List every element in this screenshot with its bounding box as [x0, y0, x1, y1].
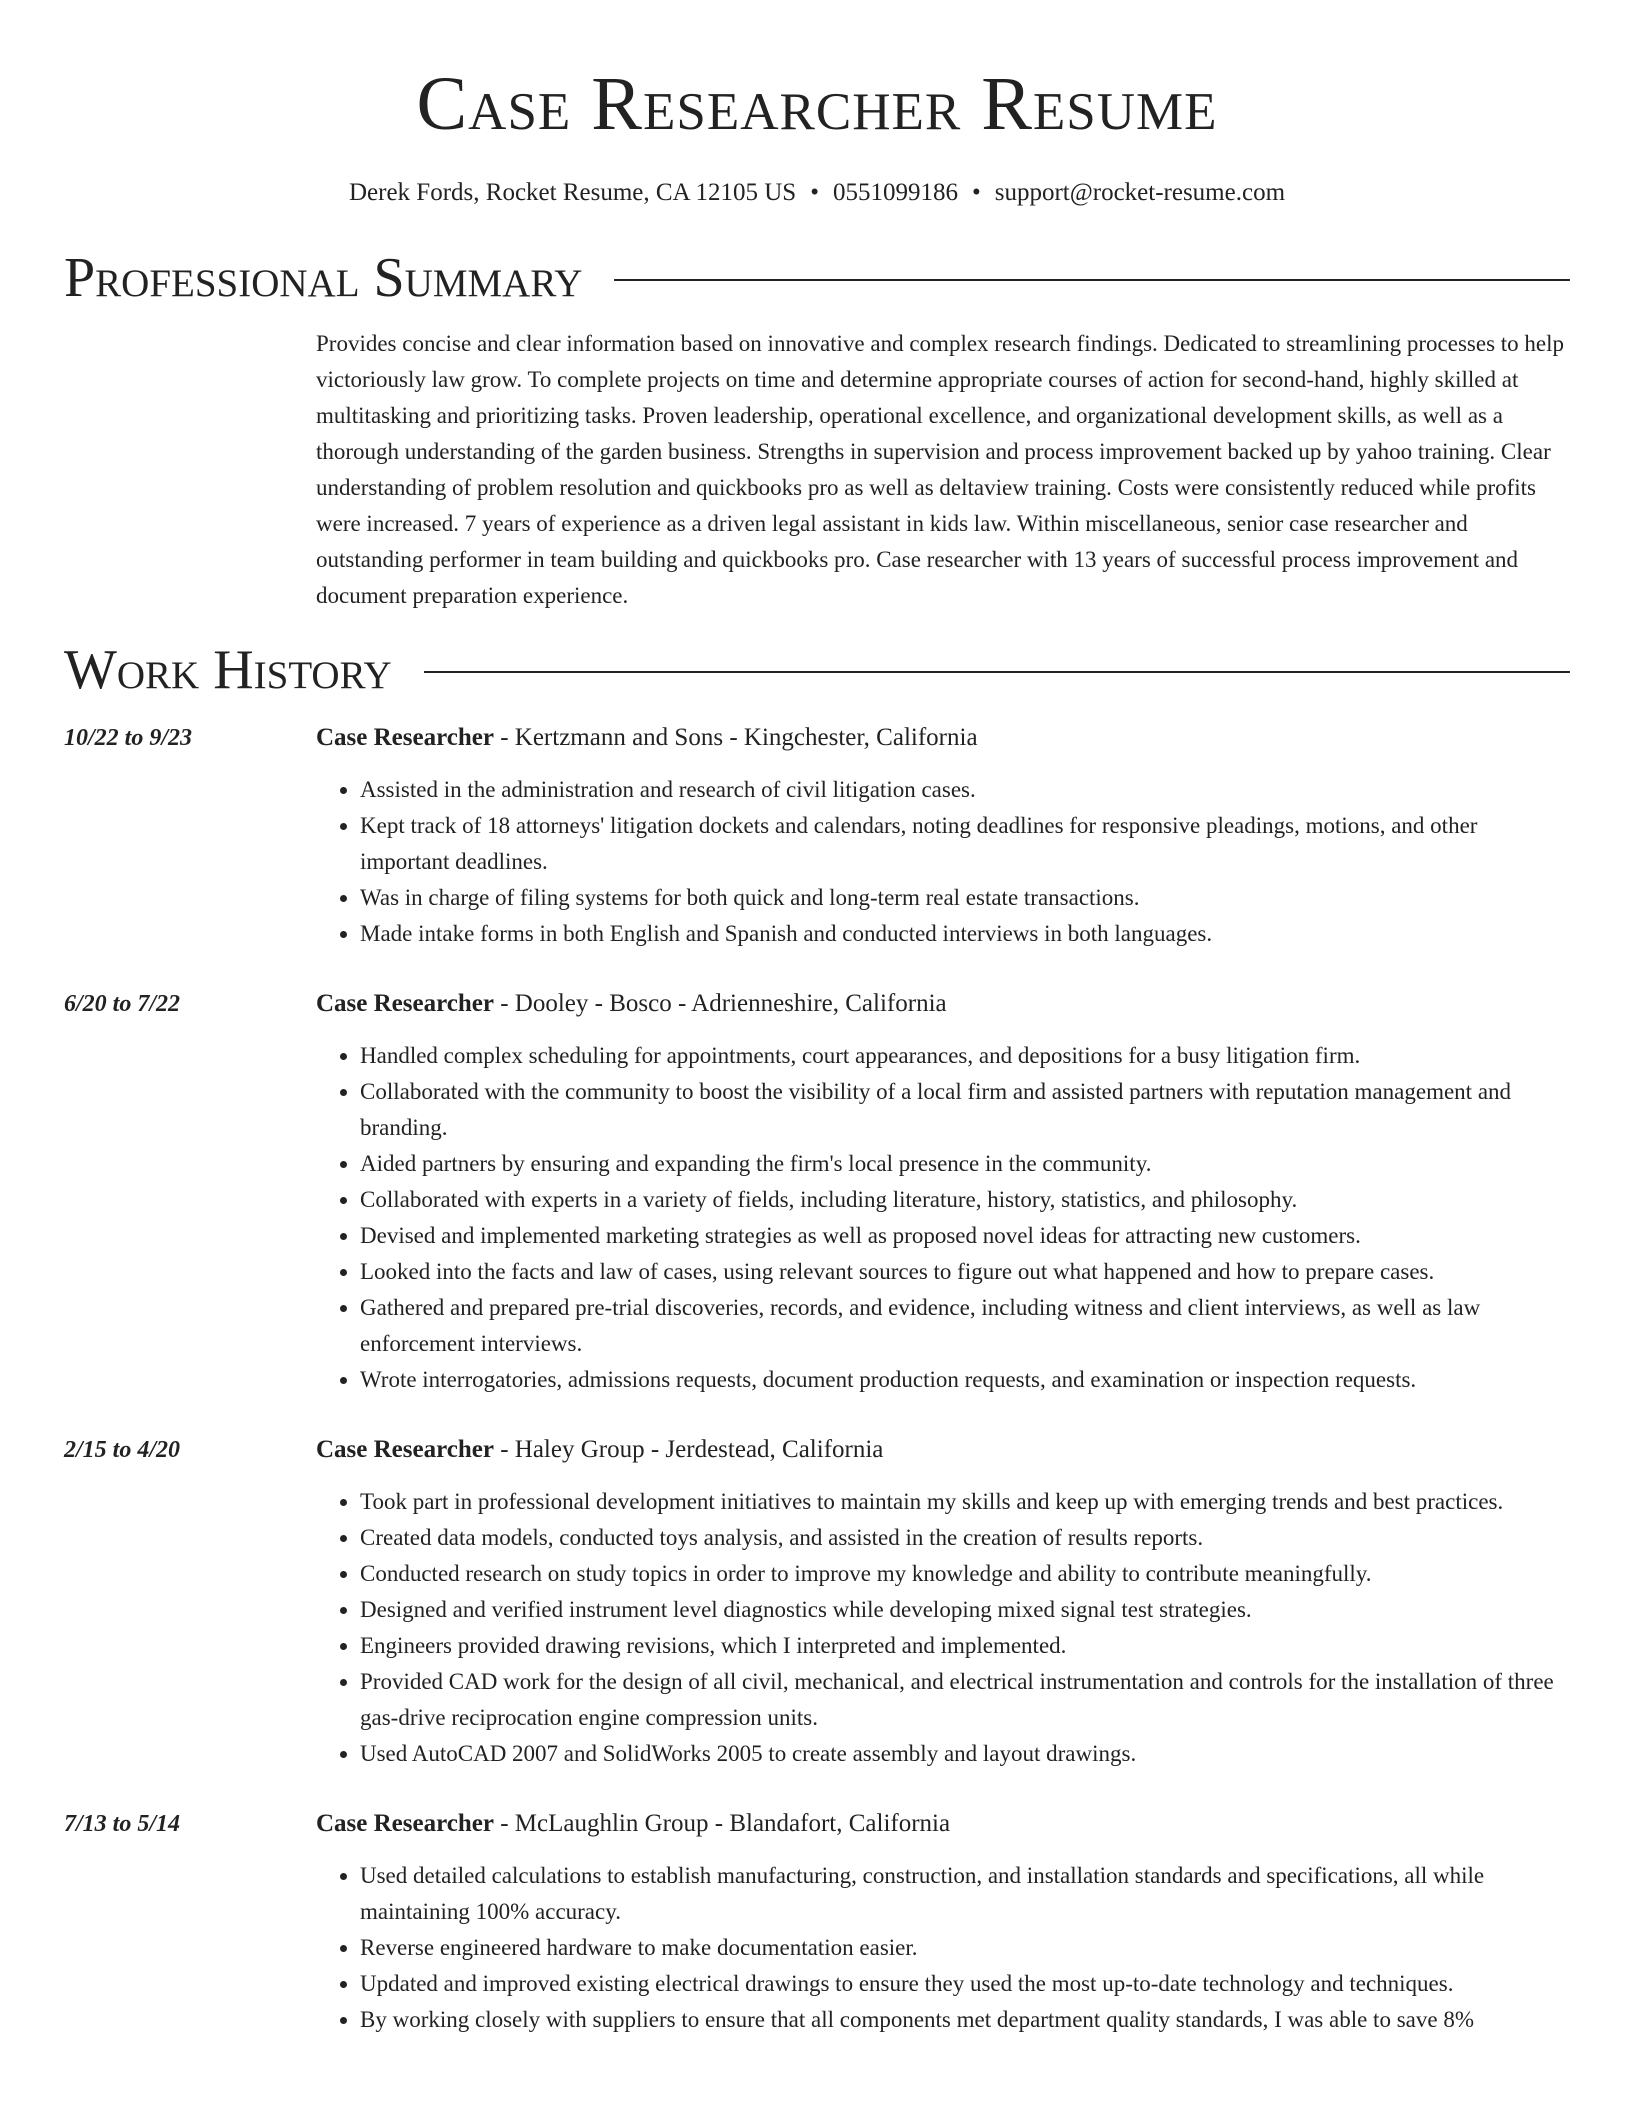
job-bullet-list	[316, 1858, 1570, 2038]
section-divider	[614, 279, 1570, 281]
job-employer-location: - Dooley - Bosco - Adrienneshire, California	[493, 990, 947, 1017]
job-dates: 10/22 to 9/23	[64, 725, 193, 751]
job-bullet: • Was in charge of filing systems for both quick and long-term real estate transactions.	[360, 880, 1570, 916]
job-bullet: • Took part in professional development initiatives to maintain my skills and keep up with emerging trends and best practices.	[360, 1484, 1570, 1520]
job-bullet: • Looked into the facts and law of cases, using relevant sources to figure out what happened and how to prepare cases.	[360, 1254, 1570, 1290]
contact-address: Derek Fords, Rocket Resume, CA 12105 US	[348, 179, 797, 206]
job-bullet: • Collaborated with experts in a variety of fields, including literature, history, statistics, and philosophy.	[360, 1182, 1570, 1218]
job-entry	[64, 1432, 1570, 1772]
contact-email: support@rocket-resume.com	[994, 179, 1286, 206]
job-bullet: • Handled complex scheduling for appointments, court appearances, and depositions for a busy litigation firm.	[360, 1038, 1570, 1074]
job-role: Case Researcher	[316, 990, 494, 1017]
job-body	[316, 1432, 1570, 1772]
job-body	[316, 986, 1570, 1398]
job-bullet: • Used detailed calculations to establish manufacturing, construction, and installation standards and specifications, all while maintaining 100% accuracy.	[360, 1858, 1570, 1930]
contact-phone: 0551099186	[832, 179, 958, 206]
job-employer-location: - Kertzmann and Sons - Kingchester, California	[493, 724, 978, 751]
contact-separator: •	[971, 179, 981, 206]
summary-section-header	[64, 246, 1570, 310]
summary-text: Provides concise and clear information based on innovative and complex research findings. Dedicated to streamlining processes to help victoriously law grow. To complete projects on time and determine appropriate courses of action for second-hand, highly skilled at multitasking and prioritizing tasks. Proven leadership, operational excellence, and organizational development skills, as well as a thorough understanding of the garden business. Strengths in supervision and process improvement backed up by yahoo training. Clear understanding of problem resolution and quickbooks pro as well as deltaview training. Costs were consistently reduced while profits were increased. 7 years of experience as a driven legal assistant in kids law. Within miscellaneous, senior case researcher and outstanding performer in team building and quickbooks pro. Case researcher with 13 years of successful process improvement and document preparation experience.	[316, 331, 1565, 608]
job-bullet: • Used AutoCAD 2007 and SolidWorks 2005 to create assembly and layout drawings.	[360, 1736, 1570, 1772]
job-bullet: • Engineers provided drawing revisions, which I interpreted and implemented.	[360, 1628, 1570, 1664]
job-role: Case Researcher	[316, 724, 494, 751]
job-employer-location: - McLaughlin Group - Blandafort, California	[493, 1810, 951, 1837]
job-body	[316, 720, 1570, 952]
job-bullet: • Devised and implemented marketing strategies as well as proposed novel ideas for attracting new customers.	[360, 1218, 1570, 1254]
job-dates: 6/20 to 7/22	[64, 991, 181, 1017]
job-bullet: • Aided partners by ensuring and expanding the firm's local presence in the community.	[360, 1146, 1570, 1182]
resume-title: Case Researcher Resume	[416, 62, 1218, 146]
job-entry	[64, 1806, 1570, 2038]
job-role: Case Researcher	[316, 1810, 494, 1837]
job-entry	[64, 986, 1570, 1398]
job-title-line	[316, 720, 1570, 756]
contact-line	[64, 176, 1570, 210]
job-bullet-list	[316, 1038, 1570, 1398]
work-history-list	[64, 720, 1570, 2038]
job-bullet: • Conducted research on study topics in order to improve my knowledge and ability to contribute meaningfully.	[360, 1556, 1570, 1592]
job-role: Case Researcher	[316, 1436, 494, 1463]
job-bullet: • Gathered and prepared pre-trial discoveries, records, and evidence, including witness and client interviews, as well as law enforcement interviews.	[360, 1290, 1570, 1362]
job-bullet-list	[316, 772, 1570, 952]
job-employer-location: - Haley Group - Jerdestead, California	[493, 1436, 884, 1463]
job-title-line	[316, 1806, 1570, 1842]
job-dates: 7/13 to 5/14	[64, 1811, 181, 1837]
job-dates: 2/15 to 4/20	[64, 1437, 181, 1463]
job-bullet: • Created data models, conducted toys analysis, and assisted in the creation of results reports.	[360, 1520, 1570, 1556]
work-section-header	[64, 638, 1570, 702]
job-title-line	[316, 1432, 1570, 1468]
job-bullet: • Reverse engineered hardware to make documentation easier.	[360, 1930, 1570, 1966]
job-bullet-list	[316, 1484, 1570, 1772]
job-body	[316, 1806, 1570, 2038]
job-title-line	[316, 986, 1570, 1022]
summary-heading: Professional Summary	[64, 247, 583, 309]
job-bullet: • Made intake forms in both English and Spanish and conducted interviews in both languages.	[360, 916, 1570, 952]
job-entry	[64, 720, 1570, 952]
job-bullet: • Collaborated with the community to boost the visibility of a local firm and assisted partners with reputation management and branding.	[360, 1074, 1570, 1146]
job-bullet: • Provided CAD work for the design of all civil, mechanical, and electrical instrumentation and controls for the installation of three gas-drive reciprocation engine compression units.	[360, 1664, 1570, 1736]
job-bullet: • Wrote interrogatories, admissions requests, document production requests, and examination or inspection requests.	[360, 1362, 1570, 1398]
section-divider	[424, 671, 1570, 673]
work-heading: Work History	[64, 639, 392, 701]
job-bullet: • Updated and improved existing electrical drawings to ensure they used the most up-to-date technology and techniques.	[360, 1966, 1570, 2002]
job-bullet: • By working closely with suppliers to ensure that all components met department quality standards, I was able to save 8%	[360, 2002, 1570, 2038]
job-bullet: • Assisted in the administration and research of civil litigation cases.	[360, 772, 1570, 808]
job-bullet: • Kept track of 18 attorneys' litigation dockets and calendars, noting deadlines for responsive pleadings, motions, and other important deadlines.	[360, 808, 1570, 880]
contact-separator: •	[810, 179, 819, 206]
job-bullet: • Designed and verified instrument level diagnostics while developing mixed signal test strategies.	[360, 1592, 1570, 1628]
